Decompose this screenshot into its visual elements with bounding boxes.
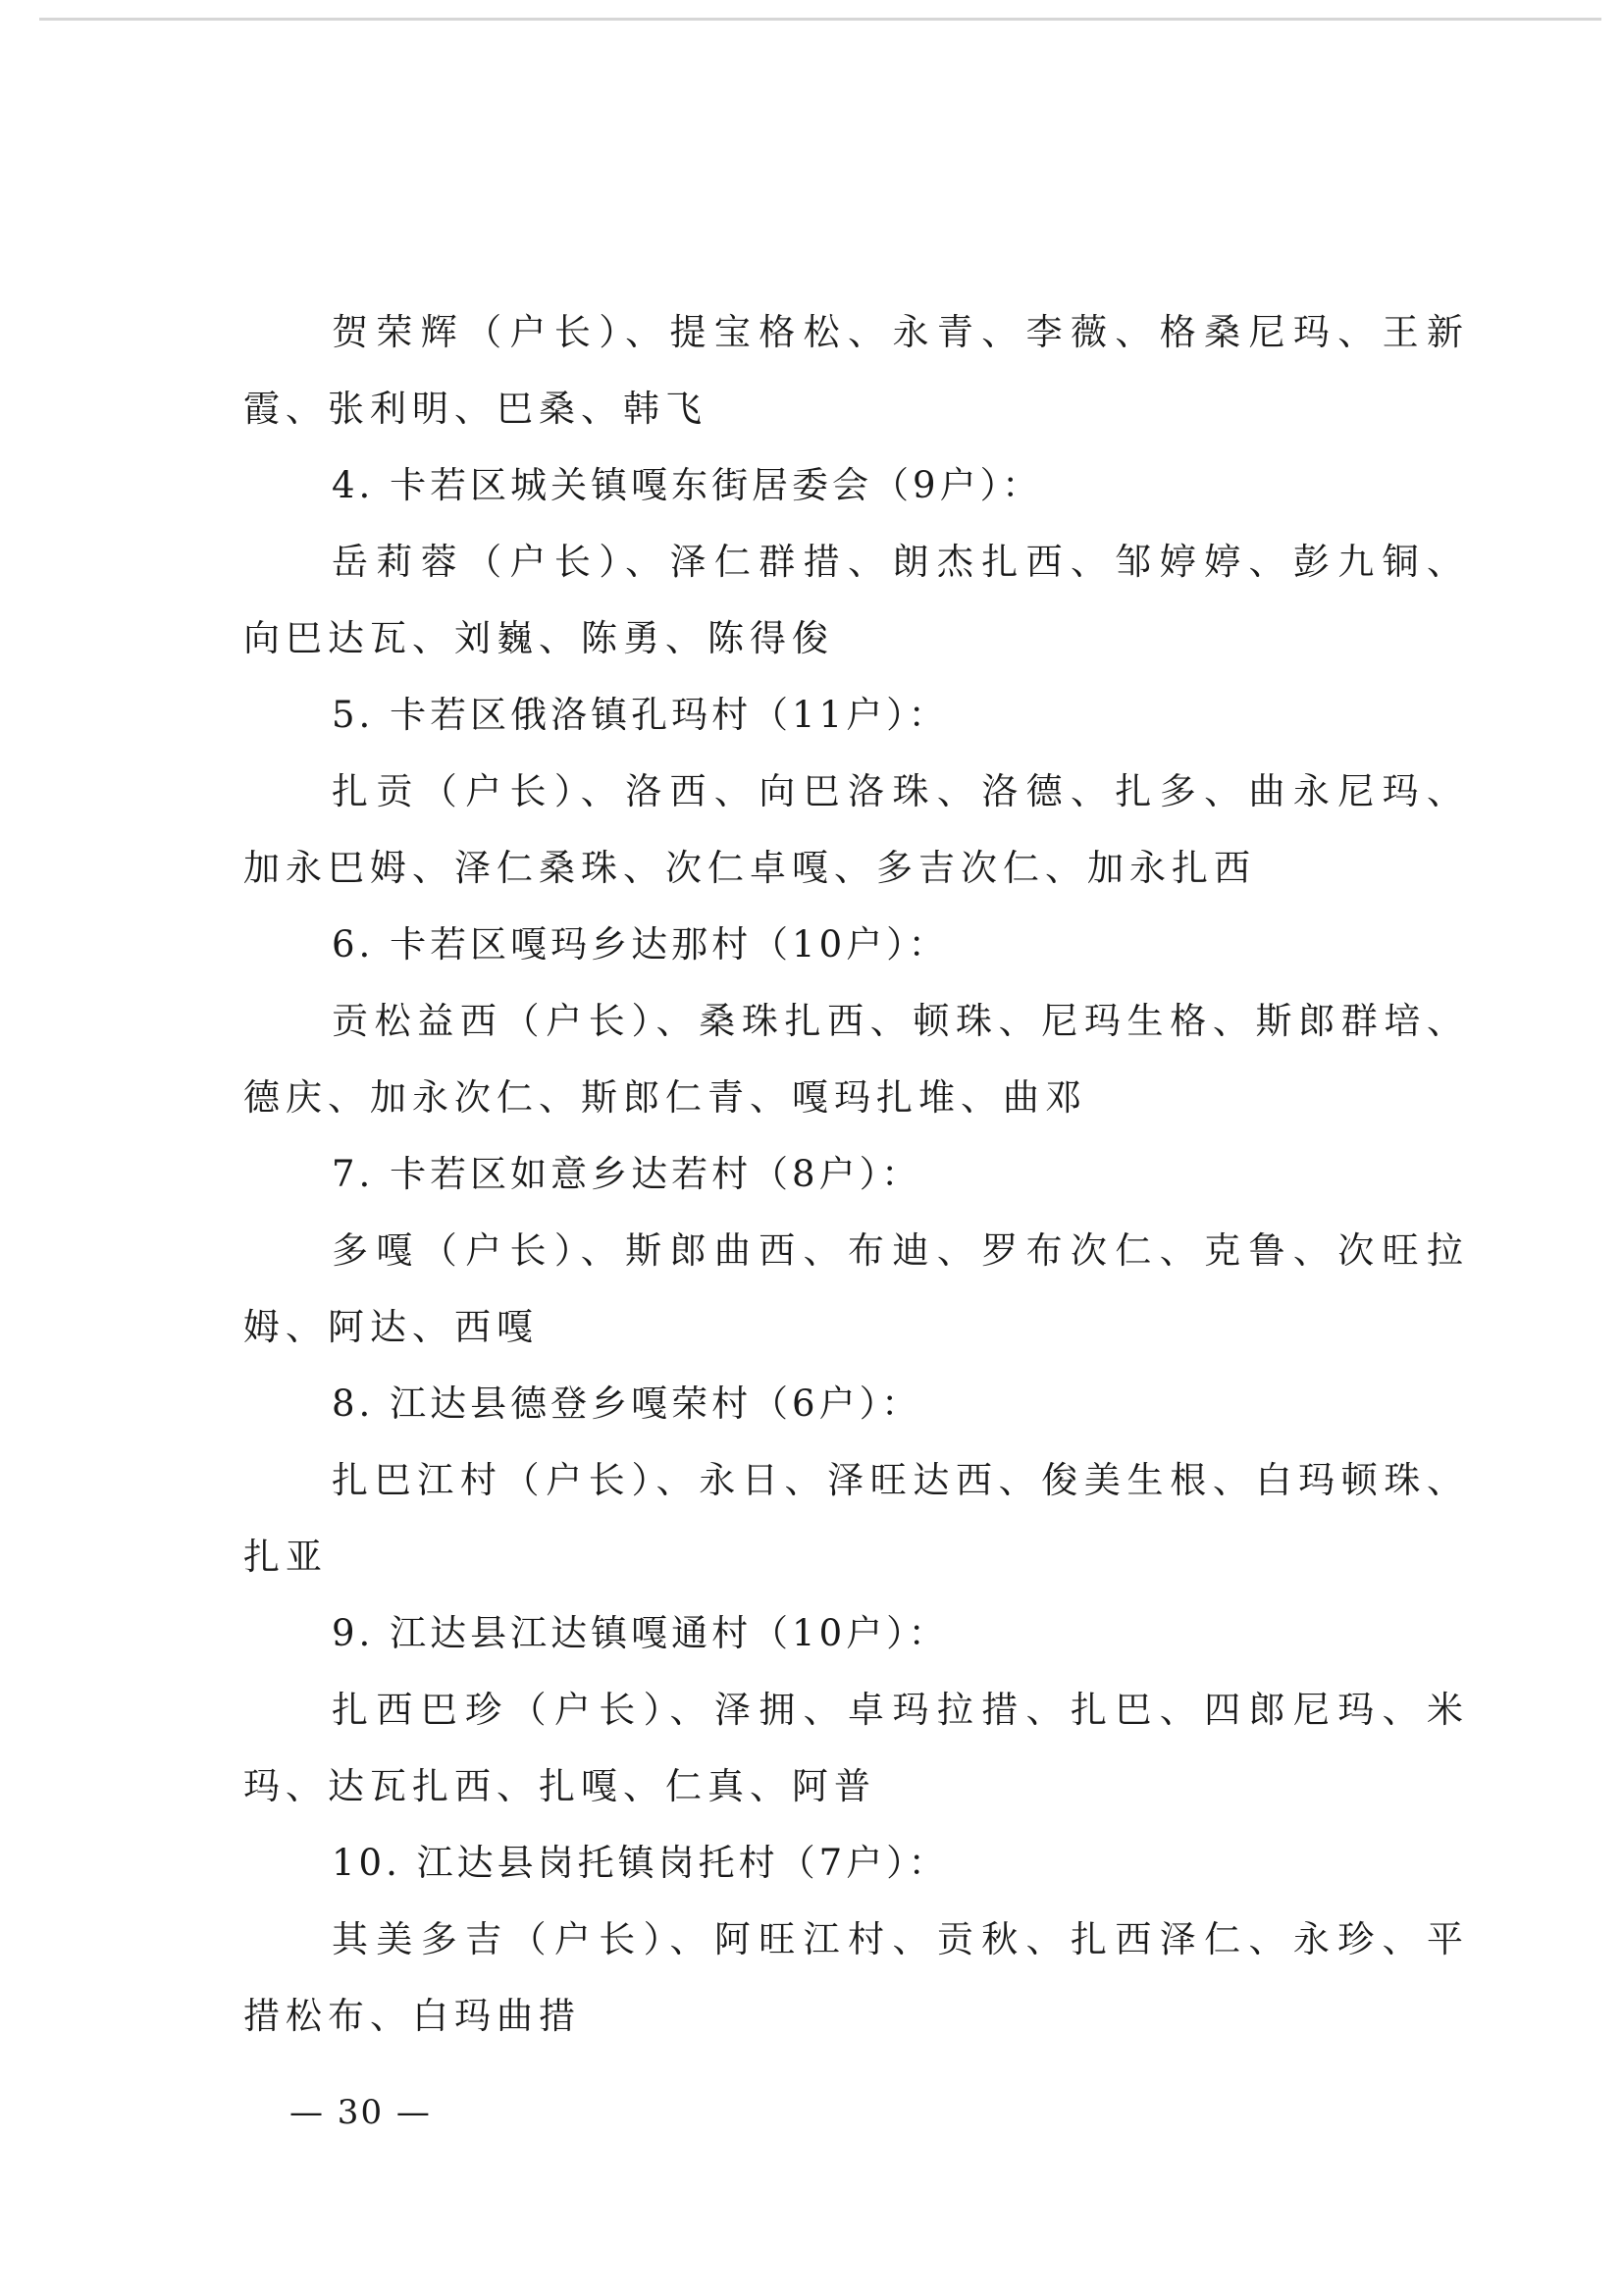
section-heading: 10. 江达县岗托镇岗托村（7户）： [332, 1842, 949, 1884]
text-line: 扎亚 [243, 1536, 328, 1578]
text-line: 扎贡（户长）、洛西、向巴洛珠、洛德、扎多、曲永尼玛、 [332, 770, 1465, 812]
text-line: 贡松益西（户长）、桑珠扎西、顿珠、尼玛生格、斯郎群培、 [332, 1000, 1465, 1042]
text-line: 其美多吉（户长）、阿旺江村、贡秋、扎西泽仁、永珍、平 [332, 1918, 1465, 1960]
section-heading: 6. 卡若区嘎玛乡达那村（10户）： [332, 923, 949, 965]
section-heading: 9. 江达县江达镇嘎通村（10户）： [332, 1612, 949, 1654]
section-heading: 8. 江达县德登乡嘎荣村（6户）： [332, 1383, 922, 1425]
text-line: 岳莉蓉（户长）、泽仁群措、朗杰扎西、邹婷婷、彭九铜、 [332, 541, 1465, 583]
section-heading: 4. 卡若区城关镇嘎东街居委会（9户）： [332, 464, 1043, 506]
text-line: 玛、达瓦扎西、扎嘎、仁真、阿普 [243, 1765, 876, 1807]
text-line: 德庆、加永次仁、斯郎仁青、嘎玛扎堆、曲邓 [243, 1076, 1087, 1119]
text-line: 向巴达瓦、刘巍、陈勇、陈得俊 [243, 617, 834, 659]
document-body [243, 294, 1465, 2055]
text-line: 扎巴江村（户长）、永日、泽旺达西、俊美生根、白玛顿珠、 [332, 1459, 1465, 1501]
section-heading: 5. 卡若区俄洛镇孔玛村（11户）： [332, 694, 949, 736]
text-line: 霞、张利明、巴桑、韩飞 [243, 388, 707, 430]
text-line: 多嘎（户长）、斯郎曲西、布迪、罗布次仁、克鲁、次旺拉 [332, 1229, 1465, 1272]
text-line: 姆、阿达、西嘎 [243, 1306, 539, 1348]
page-number: — 30 — [289, 2093, 432, 2132]
text-line: 贺荣辉（户长）、提宝格松、永青、李薇、格桑尼玛、王新 [332, 311, 1465, 353]
top-border-rule [39, 18, 1601, 21]
text-line: 加永巴姆、泽仁桑珠、次仁卓嘎、多吉次仁、加永扎西 [243, 847, 1256, 889]
section-heading: 7. 卡若区如意乡达若村（8户）： [332, 1153, 922, 1195]
text-line: 措松布、白玛曲措 [243, 1995, 581, 2037]
text-line: 扎西巴珍（户长）、泽拥、卓玛拉措、扎巴、四郎尼玛、米 [332, 1689, 1465, 1731]
